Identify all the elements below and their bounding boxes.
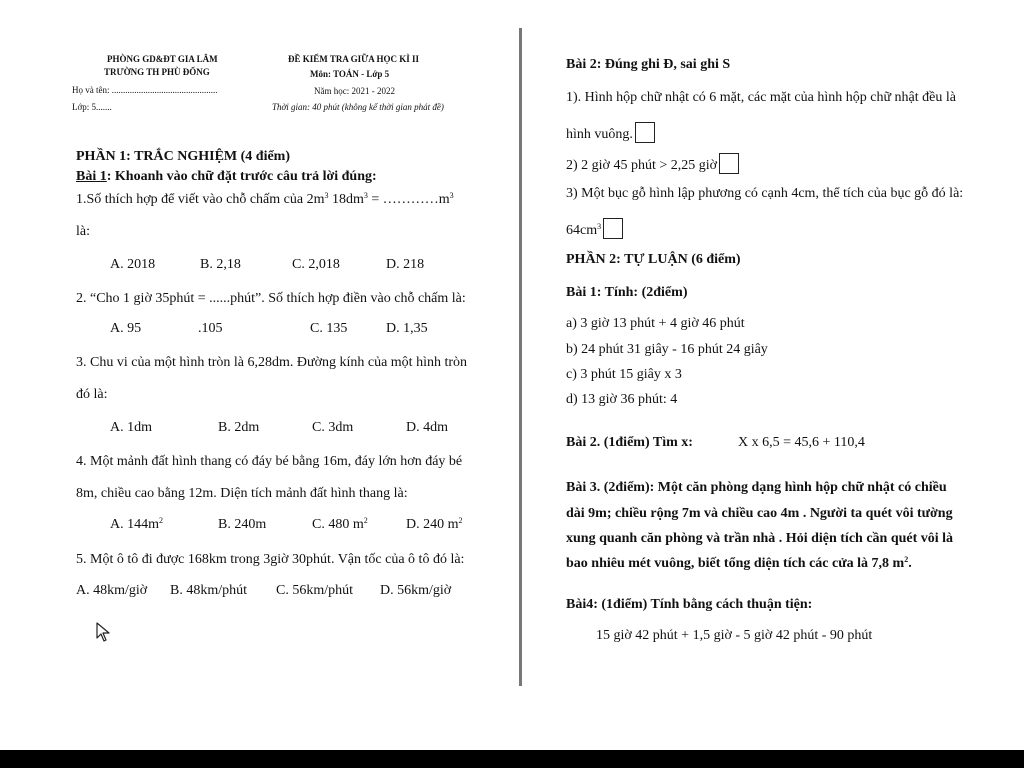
part2-bai4-expression: 15 giờ 42 phút + 1,5 giờ - 5 giờ 42 phút - 90 phút — [596, 628, 873, 643]
part2-bai1-title: Bài 1: Tính: (2điểm) — [566, 285, 688, 300]
q1-option-d: D. 218 — [386, 257, 425, 272]
q3-option-d: D. 4dm — [406, 420, 448, 435]
q4-option-c-sup: 2 — [363, 516, 368, 525]
answer-box-2[interactable] — [719, 153, 739, 174]
exam-duration: Thời gian: 40 phút (không kể thời gian phát đề) — [272, 102, 444, 112]
part2-title: PHẦN 2: TỰ LUẬN (6 điểm) — [566, 252, 741, 267]
q1-sup-3: 3 — [449, 191, 454, 200]
part2-bai1-d: d) 13 giờ 36 phút: 4 — [566, 392, 678, 407]
class-field: Lớp: 5....... — [72, 102, 112, 112]
statement-3-line1: 3) Một bục gỗ hình lập phương có cạnh 4cm, thể tích của bục gỗ đó là: — [566, 186, 964, 201]
department-name: PHÒNG GD&ĐT GIA LÂM — [107, 54, 218, 64]
question-1 — [76, 193, 454, 207]
q4-option-b: B. 240m — [218, 517, 267, 532]
statement-2 — [566, 153, 739, 174]
q2-option-a: A. 95 — [110, 321, 142, 336]
bai2-title: Bài 2: Đúng ghi Đ, sai ghi S — [566, 57, 731, 72]
question-5: 5. Một ô tô đi được 168km trong 3giờ 30phút. Vận tốc của ô tô đó là: — [76, 552, 465, 567]
part2-bai1-a: a) 3 giờ 13 phút + 4 giờ 46 phút — [566, 316, 745, 331]
q3-option-c: C. 3dm — [312, 420, 354, 435]
q1-sup-1: 3 — [324, 191, 329, 200]
q4-option-c — [312, 518, 368, 532]
bai1-instruction: : Khoanh vào chữ đặt trước câu trả lời đúng: — [106, 169, 377, 184]
question-1-cont: là: — [76, 224, 90, 239]
statement-2-text: 2) 2 giờ 45 phút > 2,25 giờ — [566, 158, 718, 173]
part2-bai3-line2: dài 9m; chiều rộng 7m và chiều cao 4m . Người ta quét vôi tường — [566, 506, 953, 521]
part2-bai3-line1: Bài 3. (2điểm): Một căn phòng dạng hình hộp chữ nhật có chiều — [566, 480, 947, 495]
question-4-line2: 8m, chiều cao bằng 12m. Diện tích mảnh đất hình thang là: — [76, 486, 408, 501]
q1-sup-2: 3 — [363, 191, 368, 200]
q2-option-d: D. 1,35 — [386, 321, 428, 336]
mouse-pointer-icon — [96, 622, 112, 642]
part2-bai2-title: Bài 2. (1điểm) Tìm x: — [566, 435, 693, 450]
q4-option-a-text: A. 144m — [110, 517, 159, 532]
statement-1-line1: 1). Hình hộp chữ nhật có 6 mặt, các mặt của hình hộp chữ nhật đều là — [566, 90, 956, 105]
q4-option-a-sup: 2 — [159, 516, 163, 525]
part2-bai3-line4 — [566, 557, 912, 571]
q1-text-c: = …………m — [367, 192, 450, 207]
question-3-line2: đó là: — [76, 387, 108, 402]
subject-line: Môn: TOÁN - Lớp 5 — [310, 69, 390, 79]
part2-bai4-title: Bài4: (1điểm) Tính bằng cách thuận tiện: — [566, 597, 813, 612]
exam-title: ĐỀ KIỂM TRA GIỮA HỌC KÌ II — [288, 54, 420, 64]
bai1-label: Bài 1 — [76, 169, 107, 184]
statement-1-text: hình vuông. — [566, 127, 633, 142]
statement-3-line2 — [566, 218, 623, 239]
q5-option-b: B. 48km/phút — [170, 583, 248, 598]
student-name-field: Họ và tên: ............................................... — [72, 85, 218, 95]
q4-option-c-text: C. 480 m — [312, 517, 364, 532]
part2-bai2-equation: X x 6,5 = 45,6 + 110,4 — [738, 435, 865, 450]
q4-option-a — [110, 518, 163, 532]
part1-title: PHẦN 1: TRẮC NGHIỆM (4 điểm) — [76, 149, 291, 164]
q5-option-d: D. 56km/giờ — [380, 583, 452, 598]
part2-bai3-line4-text: bao nhiêu mét vuông, biết tổng diện tích các cửa là 7,8 m — [566, 556, 905, 571]
q3-option-a: A. 1dm — [110, 420, 152, 435]
question-4-line1: 4. Một mảnh đất hình thang có đáy bé bằng 16m, đáy lớn hơn đáy bé — [76, 454, 463, 469]
part1-bai1-heading — [76, 170, 377, 184]
q1-option-c: C. 2,018 — [292, 257, 340, 272]
school-name: TRƯỜNG TH PHÙ ĐỔNG — [104, 67, 210, 77]
question-2: 2. “Cho 1 giờ 35phút = ......phút”. Số thích hợp điền vào chỗ chấm là: — [76, 291, 466, 306]
q1-text-a: 1.Số thích hợp để viết vào chỗ chấm của 2m — [76, 192, 325, 207]
part2-bai1-b: b) 24 phút 31 giây - 16 phút 24 giây — [566, 342, 768, 357]
part2-bai3-line3: xung quanh căn phòng và trần nhà . Hỏi diện tích cần quét vôi là — [566, 531, 954, 546]
statement-1-line2 — [566, 122, 655, 143]
part2-bai3-sup: 2 — [904, 555, 909, 564]
column-divider — [519, 28, 522, 686]
question-3-line1: 3. Chu vi của một hình tròn là 6,28dm. Đường kính của một hình tròn — [76, 355, 468, 370]
q4-option-d-sup: 2 — [458, 516, 463, 525]
q1-text-b: 18dm — [328, 192, 364, 207]
school-year: Năm học: 2021 - 2022 — [314, 86, 395, 96]
q3-option-b: B. 2dm — [218, 420, 260, 435]
q4-option-d-text: D. 240 m — [406, 517, 459, 532]
q2-option-b: .105 — [198, 321, 223, 336]
q5-option-a: A. 48km/giờ — [76, 583, 148, 598]
part2-bai1-c: c) 3 phút 15 giây x 3 — [566, 367, 682, 382]
answer-box-3[interactable] — [603, 218, 623, 239]
q1-option-a: A. 2018 — [110, 257, 156, 272]
q2-option-c: C. 135 — [310, 321, 348, 336]
statement-3-sup: 3 — [597, 222, 602, 231]
q5-option-c: C. 56km/phút — [276, 583, 354, 598]
answer-box-1[interactable] — [635, 122, 655, 143]
part2-bai3-end: . — [908, 556, 912, 571]
statement-3-text: 64cm — [566, 223, 598, 238]
q1-option-b: B. 2,18 — [200, 257, 241, 272]
q4-option-d — [406, 518, 463, 532]
